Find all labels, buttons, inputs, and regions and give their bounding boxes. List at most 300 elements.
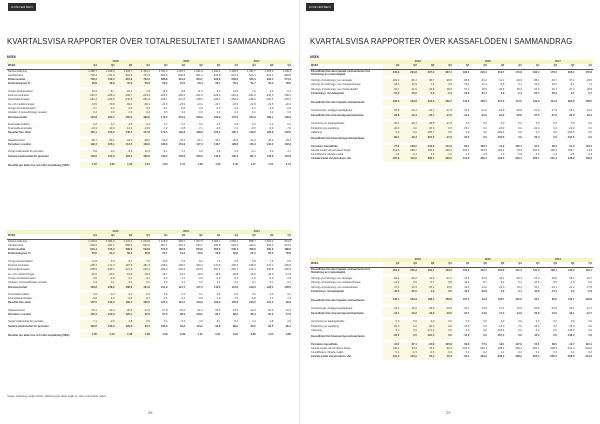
value-cell: 12,9 [400, 83, 418, 87]
value-cell: -22,7 [463, 311, 470, 315]
value-cell: -2,1 [251, 106, 256, 110]
value-cell: -0,4 [517, 91, 522, 95]
value-cell: 78,9 [516, 148, 522, 152]
value-cell: 57,1 [464, 87, 470, 91]
value-cell: -198,2 [160, 264, 168, 268]
value-cell: 1,50 [162, 162, 168, 166]
value-cell: 22,8 [586, 87, 592, 91]
value-cell: -19,4 [400, 109, 418, 113]
value-cell: -13,9 [515, 306, 522, 310]
value-cell: -6,4 [180, 297, 186, 301]
value-cell: 0,0 [553, 328, 557, 332]
value-cell: -624,5 [213, 73, 221, 77]
value-cell: 87,1 [400, 343, 418, 347]
value-cell: 4,7 [181, 150, 186, 154]
value-cell: 1,26 [116, 162, 134, 168]
row-label: Övriga rörelseintäkter [8, 89, 33, 93]
value-cell: -24,9 [498, 108, 505, 112]
value-cell: 153,4 [213, 131, 221, 135]
value-cell: 0,0 [465, 328, 470, 332]
value-cell: 0,0 [483, 334, 487, 338]
value-cell: -56,2 [550, 91, 557, 95]
value-cell: -102,3 [383, 79, 401, 83]
value-cell: 0,4 [98, 123, 116, 127]
value-cell: 101,6 [284, 154, 291, 158]
value-cell: -246,8 [116, 98, 134, 102]
value-cell: 1 225,4 [176, 69, 186, 73]
value-cell: -13,9 [515, 311, 522, 315]
value-cell: -80,1 [383, 135, 401, 141]
value-cell: -6,1 [569, 83, 575, 87]
value-cell: -6,5 [116, 297, 134, 301]
value-cell: 111,3 [249, 154, 256, 158]
value-cell: 7,4 [588, 83, 592, 87]
value-cell: 231,4 [532, 148, 540, 152]
value-cell: 0,1 [383, 351, 401, 355]
value-cell: -5,7 [418, 281, 436, 285]
page-title: KVARTALSVISA RAPPORTER ÖVER TOTALRESULTATET I SAMMANDRAG [7, 37, 286, 46]
quarter-header: Q4 [523, 64, 541, 69]
value-cell: -70,2 [533, 277, 540, 280]
value-cell: 136,2 [567, 157, 575, 161]
value-cell: -38,7 [80, 139, 98, 143]
value-cell: 289,7 [418, 157, 436, 161]
value-cell: 142,0 [532, 100, 540, 104]
value-cell: 3,3 [418, 92, 436, 96]
value-cell: 0,0 [535, 122, 540, 126]
quarter-header: Q2 [558, 64, 576, 69]
value-cell: -509,6 [265, 243, 274, 247]
value-cell: -6,7 [133, 297, 151, 301]
value-cell: -23,5 [232, 308, 239, 312]
value-cell: 0,0 [553, 126, 557, 130]
value-cell: -148,3 [567, 334, 575, 338]
value-cell: -2,8 [215, 150, 221, 154]
value-cell: 82,3 [232, 313, 239, 317]
value-cell: 77,2 [285, 313, 291, 317]
value-cell: -1,7 [286, 150, 291, 154]
row-label: Förändring i rörelsekapital [311, 91, 344, 95]
value-cell: -0,3 [400, 351, 418, 355]
value-cell: 0,1 [181, 281, 186, 285]
value-cell: 0,0 [400, 320, 418, 324]
value-cell: 49,9 [98, 82, 116, 86]
value-cell: -20,3 [568, 113, 575, 117]
value-cell: 326,1 [480, 157, 487, 161]
row-label: Kursdifferens i likvida medel [311, 153, 344, 157]
value-cell: -307,5 [418, 135, 436, 141]
value-cell: 103,3 [284, 143, 291, 147]
value-cell: -305,4 [514, 346, 522, 350]
value-cell: 135,1 [480, 144, 487, 148]
year-header: 2017 [221, 60, 292, 64]
right-page [300, 0, 600, 424]
value-cell: 195,6 [196, 115, 203, 119]
value-cell: -600,8 [177, 73, 186, 77]
value-cell: 53,4 [418, 355, 436, 359]
value-cell: 75,3 [435, 355, 453, 359]
value-cell: -20,8 [533, 306, 540, 310]
value-cell: 720,2 [133, 78, 151, 82]
quarter-header: Q3 [470, 262, 488, 267]
value-cell: 1 097,5 [194, 239, 203, 243]
row-label: Investeringar i anläggningstillgångar [311, 306, 353, 310]
value-cell: 0,0 [435, 325, 453, 329]
value-cell: 0,0 [588, 130, 592, 134]
value-cell: 9,8 [181, 89, 186, 93]
value-cell: 0,0 [553, 320, 557, 324]
value-cell: -14,8 [480, 306, 487, 310]
value-cell: 6,2 [269, 150, 274, 154]
value-cell: 9,6 [400, 281, 418, 285]
value-cell: -428,9 [549, 346, 557, 350]
table-row [310, 267, 593, 274]
value-cell: -32,6 [249, 138, 256, 142]
value-cell: -7,2 [268, 297, 274, 301]
value-cell: 1 060,4 [229, 239, 239, 243]
value-cell: 0,1 [465, 351, 470, 355]
value-cell: 37,2 [569, 79, 575, 82]
value-cell: 0,3 [199, 122, 203, 126]
quarter-header: Q1 [435, 64, 453, 69]
value-cell: 0,6 [163, 292, 168, 296]
value-cell: -41,9 [498, 144, 505, 148]
value-cell: 0,5 [116, 123, 134, 127]
value-cell: -3,3 [198, 106, 203, 110]
value-cell: 145,7 [116, 131, 134, 135]
value-cell: 0,4 [269, 122, 274, 126]
value-cell: -12,7 [586, 306, 592, 310]
value-cell: -206,1 [479, 346, 487, 350]
value-cell: 486,6 [284, 248, 291, 252]
value-cell: 0,0 [535, 328, 540, 332]
value-cell: -14,1 [116, 127, 134, 131]
value-cell: 53,4 [400, 347, 418, 351]
value-cell: -47,9 [435, 122, 453, 126]
row-label: Rörelseresultat [8, 285, 27, 289]
value-cell: 406,3 [418, 149, 436, 153]
page-title: KVARTALSVISA RAPPORTER ÖVER KASSAFLÖDEN I SAMMANDRAG [310, 37, 573, 46]
value-cell: 0,1 [252, 111, 256, 115]
row-label: Personalkostnader [8, 98, 30, 102]
value-cell: 0,4 [465, 153, 470, 157]
value-cell: 151,9 [178, 143, 186, 147]
value-cell: 50,4 [232, 82, 239, 86]
value-cell: -0,2 [482, 351, 487, 355]
value-cell: 11,4 [197, 89, 203, 93]
value-cell: -75,6 [463, 277, 470, 280]
value-cell: 8,1 [518, 83, 522, 87]
value-cell: 50,4 [116, 252, 134, 256]
value-cell: -20,0 [418, 325, 436, 329]
value-cell: 50,7 [162, 252, 168, 256]
value-cell: -27,8 [161, 308, 168, 312]
value-cell: -129,3 [479, 355, 487, 359]
value-cell: -18,9 [480, 87, 487, 91]
value-cell: 0,0 [518, 136, 522, 140]
value-cell: -261,4 [80, 98, 98, 102]
value-cell: -33,7 [214, 138, 221, 142]
value-cell: 0,0 [483, 122, 487, 126]
value-cell: 5,6 [80, 150, 98, 154]
value-cell: 0,91 [215, 332, 221, 336]
value-cell: 159,8 [213, 115, 221, 119]
value-cell: 1 218,6 [80, 239, 98, 244]
value-cell: -22,7 [463, 306, 470, 310]
value-cell: -428,9 [567, 355, 575, 359]
value-cell: 0,0 [518, 320, 522, 324]
value-cell: -14,8 [480, 311, 487, 315]
value-cell: 47,2 [383, 286, 401, 290]
value-cell: 148,0 [249, 131, 256, 135]
value-cell: 128,1 [266, 285, 274, 289]
value-cell: -176,4 [248, 268, 256, 272]
value-cell: -234,6 [497, 136, 505, 140]
value-cell: 1 306,5 [229, 69, 239, 73]
value-cell: 63,7 [383, 88, 401, 92]
value-cell: -17,3 [435, 109, 453, 113]
value-cell: 188,8 [196, 131, 203, 135]
value-cell: 1,54 [133, 162, 151, 168]
quarter-header: Q3 [98, 234, 116, 239]
value-cell: -30,6 [498, 87, 505, 91]
value-cell: 147,3 [196, 143, 203, 147]
quarter-header: Q3 [540, 64, 558, 69]
row-label: Skattekostnad [8, 138, 25, 142]
value-cell: -16,7 [550, 87, 557, 91]
value-cell: 50,0 [133, 82, 151, 86]
value-cell: 240,9 [383, 69, 401, 76]
value-cell: -27,1 [435, 277, 453, 281]
value-cell: 5,8 [252, 259, 256, 263]
row-label: Rörelseresultat [8, 115, 27, 119]
value-cell: -20,0 [533, 136, 540, 140]
value-cell: -21,8 [249, 102, 256, 106]
value-cell: 0,3 [98, 293, 116, 297]
value-cell: -208,4 [98, 94, 116, 98]
value-cell: -18,9 [196, 272, 203, 276]
value-cell: 236,4 [435, 149, 453, 153]
value-cell: -49,4 [400, 135, 418, 141]
value-cell: 51,2 [98, 252, 116, 256]
value-cell: -19,8 [116, 273, 134, 277]
quarter-header: Q1 [133, 64, 151, 69]
value-cell: 14,8 [586, 148, 592, 152]
quarter-header: Q2 [257, 64, 275, 69]
value-cell: -59,4 [463, 355, 470, 359]
value-cell: 0,0 [435, 320, 453, 324]
value-cell: 1 291,9 [194, 69, 203, 73]
value-cell: 114,3 [550, 100, 557, 104]
value-cell: 1 003,1 [211, 239, 221, 243]
value-cell: 206,1 [567, 70, 575, 74]
value-cell: -3,6 [133, 107, 151, 111]
value-cell: 80,1 [285, 324, 291, 328]
value-cell: 237,1 [435, 69, 453, 76]
value-cell: 3,9 [500, 91, 505, 95]
value-cell: -603,2 [80, 244, 98, 248]
value-cell: -1,6 [251, 276, 256, 280]
value-cell: 0,2 [269, 111, 274, 115]
value-cell: -16,2 [400, 311, 418, 317]
value-cell: -200,2 [283, 268, 291, 272]
value-cell: -24,6 [161, 102, 168, 106]
value-cell: -17,4 [498, 311, 505, 315]
value-cell: -647,9 [230, 73, 239, 77]
value-cell: -206,0 [497, 355, 505, 359]
quarter-header: Q3 [400, 64, 418, 69]
value-cell: 90,4 [534, 298, 540, 302]
value-cell: -50,4 [533, 91, 540, 95]
value-cell: -0,5 [517, 153, 522, 157]
value-cell: 0,3 [163, 281, 168, 285]
value-cell: -16,1 [568, 306, 575, 310]
value-cell: 146,3 [567, 268, 575, 272]
value-cell: -25,3 [515, 277, 522, 280]
value-cell: -220,7 [230, 268, 239, 272]
value-cell: -524,6 [584, 346, 592, 350]
value-cell: -16,2 [400, 307, 418, 311]
value-cell: -514,4 [248, 73, 256, 77]
value-cell: 201,2 [178, 115, 186, 119]
value-cell: 155,3 [400, 267, 418, 274]
value-cell: 50,6 [133, 252, 151, 256]
value-cell: 50,5 [197, 252, 203, 256]
value-cell: 54,6 [534, 342, 540, 346]
quarter-header: Q1 [575, 64, 593, 69]
value-cell: 7,0 [216, 259, 221, 263]
value-cell: 9,2 [269, 89, 274, 93]
value-cell: 412,6 [383, 149, 401, 153]
value-cell: -0,4 [517, 351, 522, 355]
value-cell: -23,9 [179, 102, 186, 106]
value-cell: 0,6 [435, 290, 453, 294]
row-label: Ökning(-)/minskning(+) av rörelsefordringar [311, 281, 361, 285]
row-label: Finansiella intäkter [8, 292, 30, 296]
row-label: Ökning(-)/minskning(+) av varulager [311, 79, 353, 82]
value-cell: -48,3 [480, 289, 487, 293]
value-cell: -88,1 [533, 79, 540, 82]
value-cell: -15,0 [463, 324, 470, 328]
value-cell: 112,8 [231, 285, 239, 289]
value-cell: -201,8 [195, 94, 203, 98]
quarter-header: Q3 [470, 64, 488, 69]
year-header: 2014 [221, 230, 292, 234]
value-cell: -52,0 [400, 290, 418, 294]
value-cell: 140,1 [480, 268, 487, 272]
quarter-header: Q1 [274, 64, 292, 69]
value-cell: -35,6 [116, 309, 134, 313]
value-cell: -26,8 [383, 109, 401, 113]
value-cell: -129,3 [461, 346, 470, 350]
value-cell: 8,1 [216, 320, 221, 324]
row-label: Utdelning [311, 130, 322, 134]
value-cell: -25,0 [498, 126, 505, 130]
row-label: Ökning(+)/minskning(-) av rörelseskulder [311, 285, 358, 289]
quarter-header: Q2 [488, 262, 506, 267]
value-cell: -3,2 [98, 107, 116, 111]
value-cell: -31,2 [116, 139, 134, 143]
value-cell: 0,0 [500, 320, 505, 324]
value-cell: 123,4 [116, 155, 134, 159]
value-cell: -133,3 [567, 328, 575, 332]
value-cell: 132,3 [98, 301, 116, 305]
table-row [310, 157, 593, 161]
value-cell: 7,6 [269, 259, 274, 263]
value-cell: 1 074,8 [133, 239, 151, 244]
value-cell: -27,5 [533, 108, 540, 112]
value-cell: -25,1 [418, 286, 436, 290]
value-cell: -50,1 [383, 122, 401, 126]
section-tab: KONCERNEN [8, 3, 36, 11]
value-cell: -21,2 [568, 285, 575, 289]
value-cell: -12,7 [586, 311, 592, 315]
value-cell: 0,0 [518, 328, 522, 332]
value-cell: 4,8 [116, 320, 134, 324]
value-cell: -414,3 [584, 355, 592, 359]
value-cell: 129,5 [80, 325, 98, 329]
value-cell: -13,1 [550, 285, 557, 289]
value-cell: -207,9 [213, 268, 221, 272]
value-cell: 100,3 [98, 325, 116, 329]
value-cell: 0,0 [483, 126, 487, 130]
value-cell: -666,9 [116, 74, 134, 78]
value-cell: 177,6 [133, 131, 151, 135]
value-cell: -1,8 [98, 277, 116, 281]
row-label: Bruttoresultat [8, 78, 26, 82]
row-label: Övrigt totalresultat för perioden [8, 320, 44, 324]
value-cell: 50,0 [116, 82, 134, 86]
value-cell: 0,0 [588, 328, 592, 332]
value-cell: -25,0 [463, 136, 470, 140]
value-cell: 131,9 [133, 286, 151, 290]
value-cell: -15,0 [533, 334, 540, 338]
value-cell: 0,1 [518, 289, 522, 293]
value-cell: -24,1 [383, 311, 401, 317]
value-cell: -2,7 [116, 277, 134, 281]
value-cell: -188,2 [514, 355, 522, 359]
value-cell: -54,2 [480, 79, 487, 82]
value-cell: -190,2 [283, 94, 291, 98]
value-cell: 0,0 [553, 130, 557, 134]
row-label: Resultat per aktie före och efter utspädning (SEK) [8, 333, 70, 337]
value-cell: -57,0 [383, 92, 401, 96]
value-cell: -18,5 [214, 272, 221, 276]
value-cell: 8,1 [287, 89, 291, 93]
unit-label: MSEK [310, 55, 320, 59]
row-label: Ökning(+)/minskning(-) av rörelseskulder [311, 87, 358, 91]
value-cell: 34,8 [418, 277, 436, 281]
value-cell: -560,8 [283, 73, 291, 77]
value-cell: 156,6 [196, 154, 203, 158]
value-cell: -16,4 [586, 113, 592, 117]
value-cell: 0,0 [518, 334, 522, 338]
row-label: Likvida medel vid periodens början [311, 346, 351, 350]
value-cell: 0,5 [570, 153, 575, 157]
value-cell: 589,9 [116, 248, 134, 252]
value-cell: 0,2 [181, 111, 186, 115]
value-cell: -24,9 [498, 113, 505, 117]
value-cell: -44,7 [550, 289, 557, 293]
value-cell: -20,9 [285, 102, 291, 106]
value-cell: 193,5 [480, 148, 487, 152]
value-cell: -15,0 [463, 334, 470, 338]
value-cell: 9,3 [199, 150, 203, 154]
value-cell: -21,5 [400, 88, 418, 92]
row-label: Bruttomarginal, % [8, 82, 31, 86]
value-cell: 752,3 [80, 78, 98, 82]
value-cell: 157,5 [80, 301, 98, 305]
